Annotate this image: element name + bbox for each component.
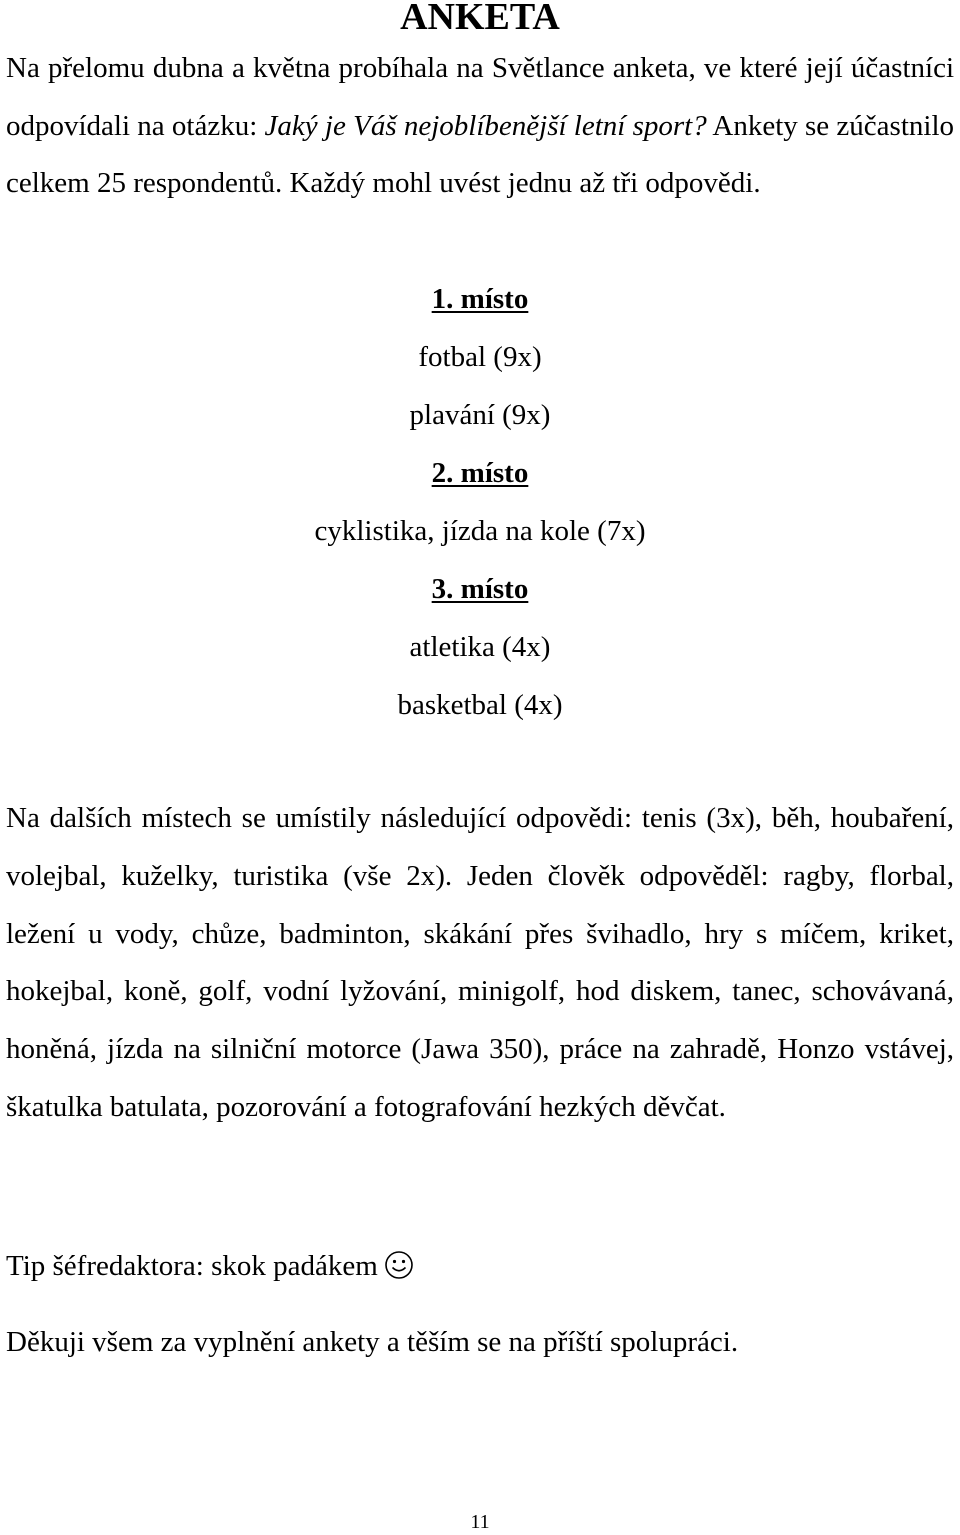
intro-paragraph [6,40,954,213]
survey-question: Jaký je Váš nejoblíbenější letní sport? [264,109,707,142]
editor-tip [6,1246,954,1291]
rank-2-heading: 2. místo [431,457,529,489]
rank-3-item-2: basketbal (4x) [397,689,563,721]
rank-3-heading: 3. místo [431,573,529,605]
rank-1-item-1: fotbal (9x) [418,341,542,373]
rank-3-item-1: atletika (4x) [409,631,551,663]
intro-text-after: Ankety se zúčastnilo celkem 25 respondentů. Každý mohl uvést jednu až tři odpovědi. [6,109,954,199]
rank-2-item-1: cyklistika, jízda na kole (7x) [314,515,646,547]
editor-tip-text: Tip šéfredaktora: skok padákem [6,1250,378,1282]
page-title: ANKETA [400,0,560,38]
rank-1-heading: 1. místo [431,283,529,315]
smiley-face-icon [384,1250,414,1291]
intro-text-before: Na přelomu dubna a května probíhala na Světlance anketa, ve které její účastníci odpovídali na otázku: [6,52,954,142]
rank-1-item-2: plavání (9x) [409,399,551,431]
other-answers-paragraph: Na dalších místech se umístily následující odpovědi: tenis (3x), běh, houbaření, volejbal, kuželky, turistika (vše 2x). Jeden člověk odpověděl: ragby, florbal, ležení u vody, chůze, badminton, skákání přes švihadlo, hry s míčem, kriket, hokejbal, koně, golf, vodní lyžování, minigolf, hod diskem, tanec, schovávaná, honěná, jízda na silniční motorce (Jawa 350), práce na zahradě, Honzo vstávej, škatulka batulata, pozorování a fotografování hezkých děvčat. [6,802,954,1123]
page-number: 11 [470,1511,490,1533]
thanks-line: Děkuji všem za vyplnění ankety a těším se na příští spolupráci. [6,1326,739,1358]
